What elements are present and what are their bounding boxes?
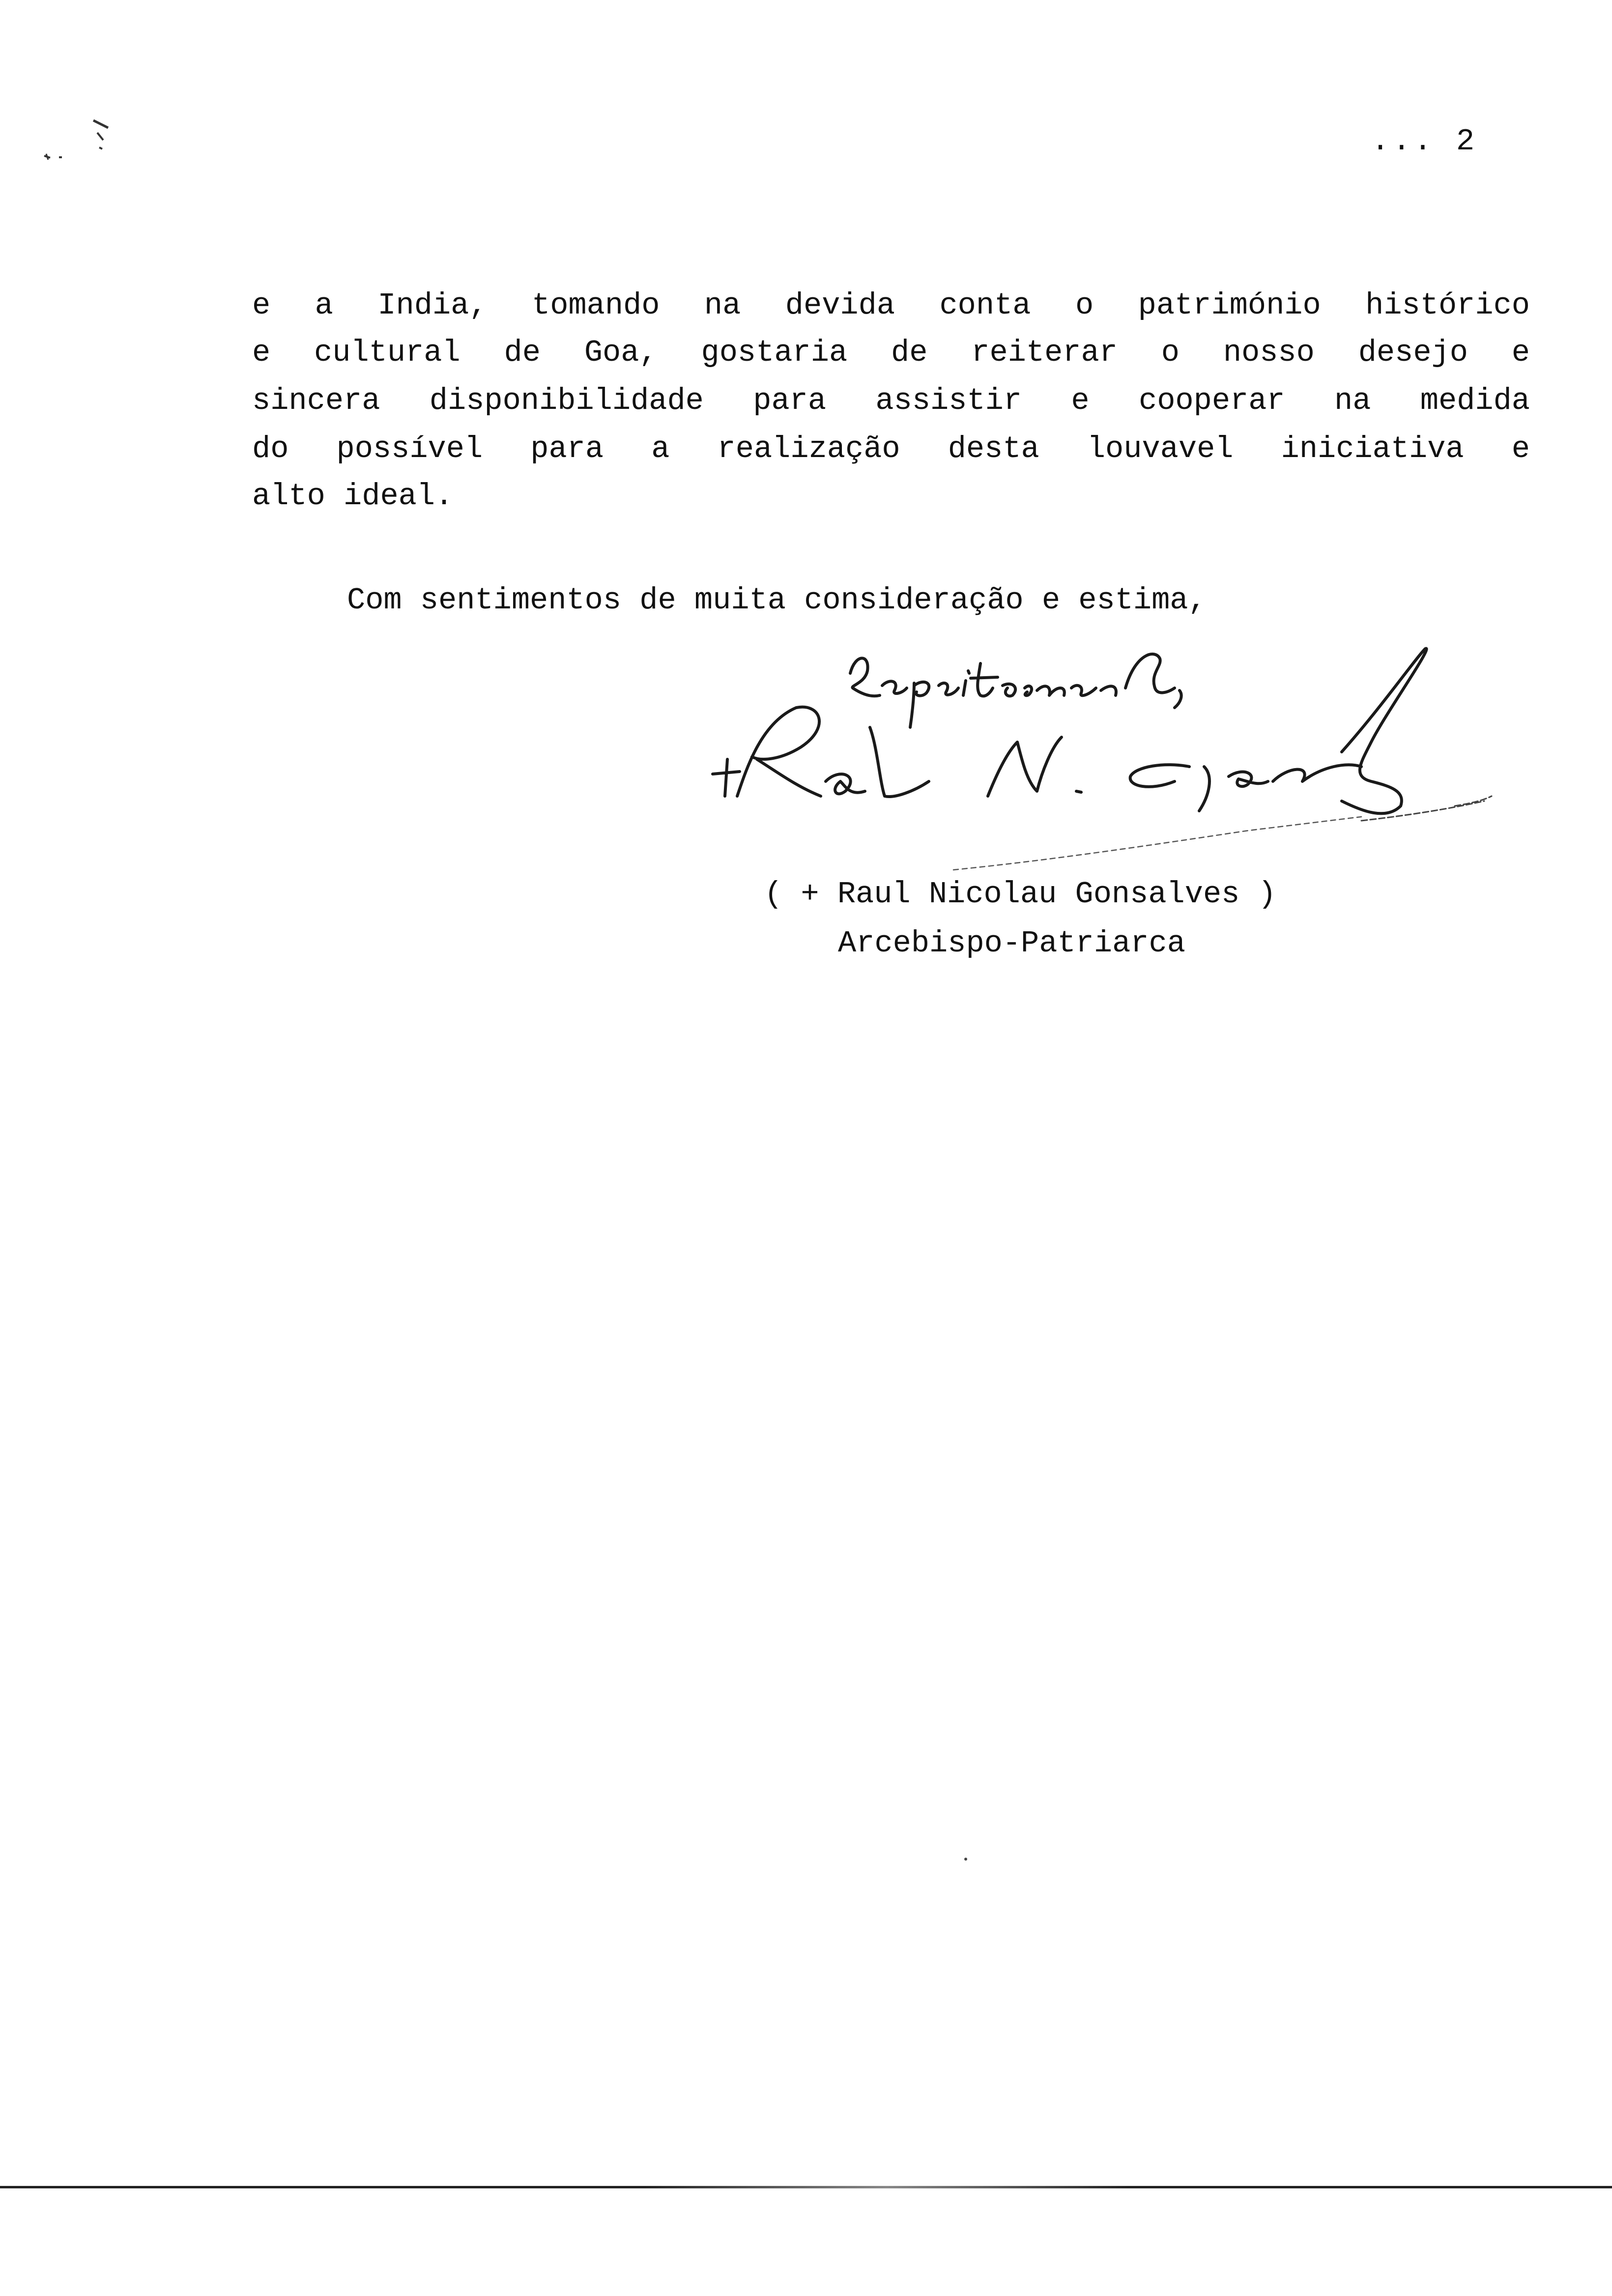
paragraph-line-1: e a India, tomando na devida conta o património histórico <box>252 288 1530 323</box>
paragraph-line-4: do possível para a realização desta louvavel iniciativa e <box>252 431 1530 466</box>
stray-mark <box>964 1858 967 1861</box>
paragraph-line-5: alto ideal. <box>252 479 454 514</box>
page-number: ... 2 <box>1371 124 1478 159</box>
paragraph-line-2: e cultural de Goa, gostaria de reiterar o nosso desejo e <box>252 335 1530 370</box>
closing-line: Com sentimentos de muita consideração e estima, <box>347 583 1207 618</box>
scan-mark-icon <box>34 111 123 170</box>
bottom-divider <box>0 2186 1612 2188</box>
signer-title: Arcebispo-Patriarca <box>838 926 1185 961</box>
signer-name: ( + Raul Nicolau Gonsalves ) <box>764 877 1276 912</box>
paragraph-line-3: sincera disponibilidade para assistir e cooperar na medida <box>252 383 1530 418</box>
handwritten-signature <box>683 634 1519 890</box>
